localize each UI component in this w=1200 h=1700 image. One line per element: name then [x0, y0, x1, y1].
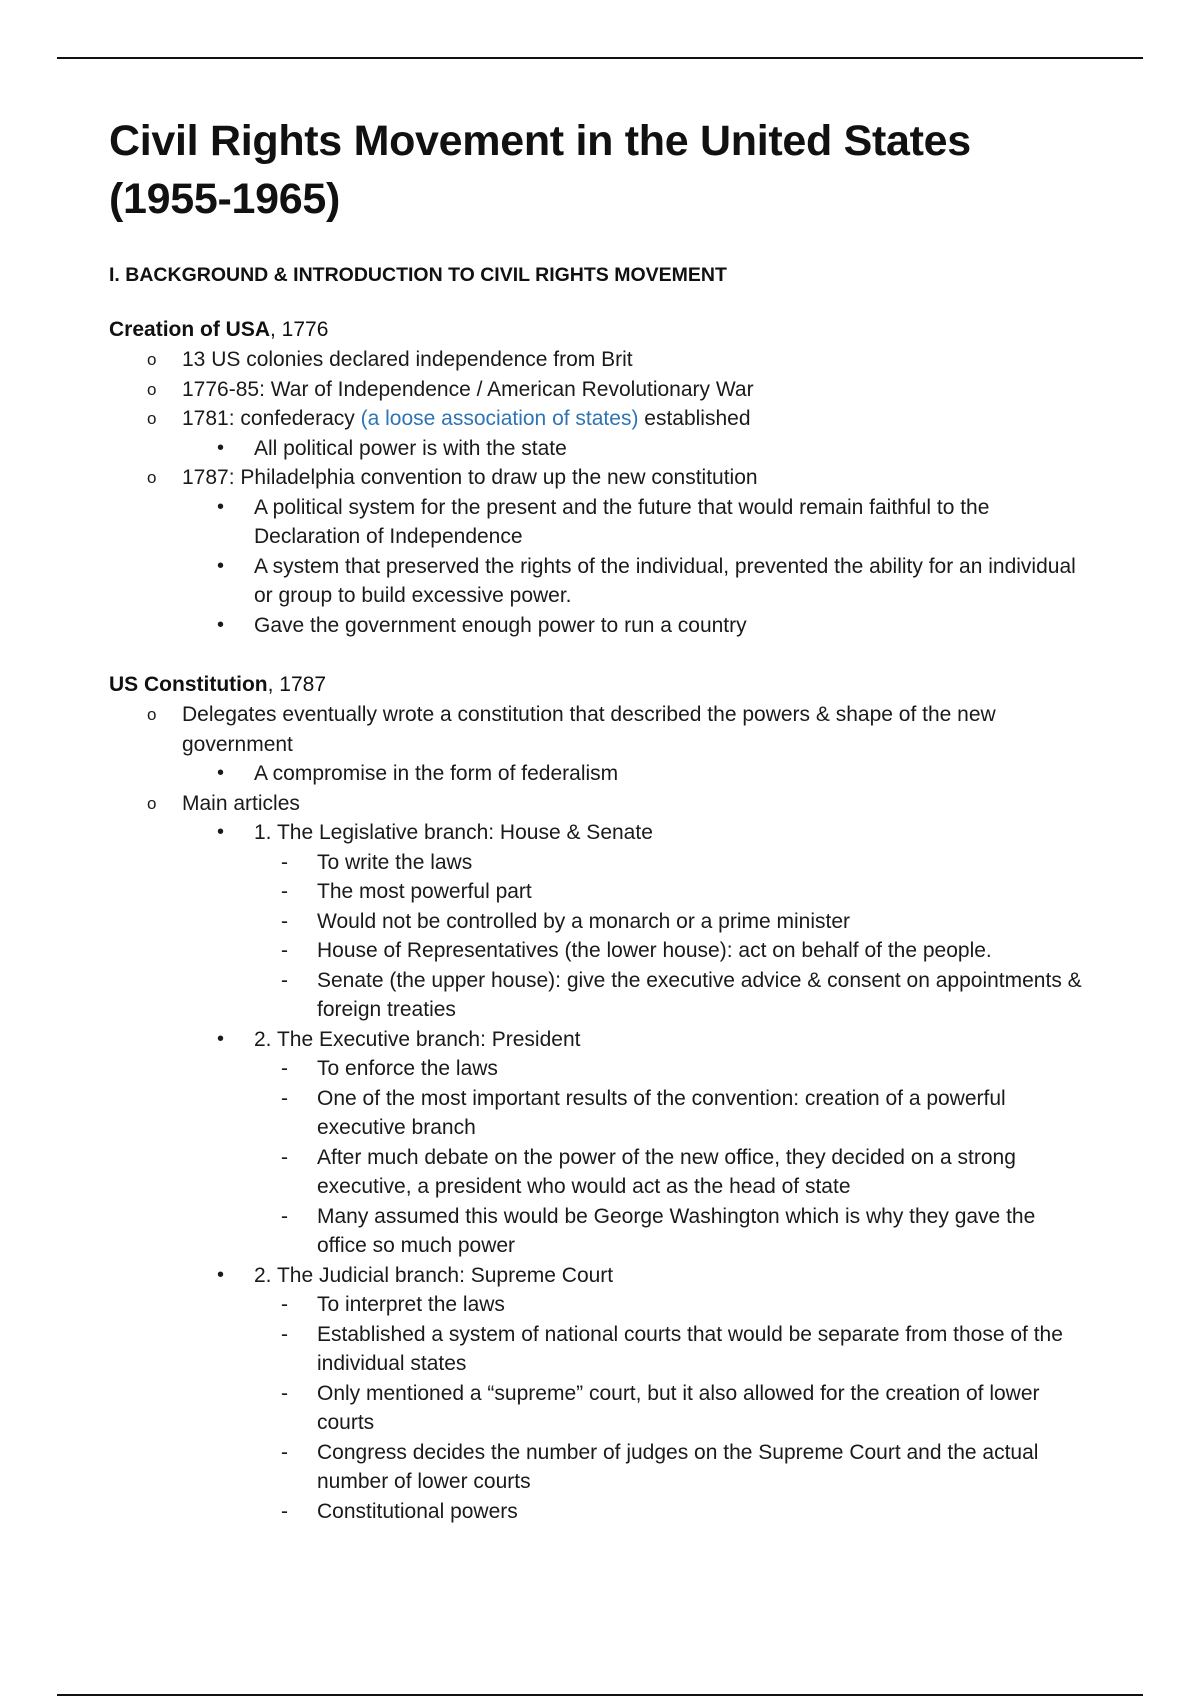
sub-list-item-text: A political system for the present and the future that would remain faithful to the Declaration of Independence: [254, 495, 990, 548]
dash-bullet-icon: -: [281, 1440, 288, 1464]
bullet-icon: •: [217, 495, 225, 518]
judicial-points: [254, 1290, 1089, 1526]
sub-list-item-text: All political power is with the state: [254, 436, 567, 460]
point-text: Would not be controlled by a monarch or a prime minister: [317, 909, 851, 933]
sub-list-item-text: A system that preserved the rights of the individual, prevented the ability for an individual or group to build excessive power.: [254, 554, 1076, 607]
point-text: Only mentioned a “supreme” court, but it also allowed for the creation of lower courts: [317, 1381, 1040, 1434]
sub-list-item: [182, 611, 1089, 641]
sub-list-item: [182, 493, 1089, 552]
creation-block: [109, 315, 1089, 640]
point-text: Senate (the upper house): give the executive advice & consent on appointments & foreign treaties: [317, 968, 1082, 1021]
dash-bullet-icon: -: [281, 880, 288, 903]
dash-bullet-icon: -: [281, 1204, 288, 1228]
list-item: [109, 789, 1089, 1527]
bullet-icon: •: [217, 1027, 225, 1050]
creation-heading: [109, 315, 1089, 345]
constitution-heading: [109, 670, 1089, 700]
list-item-text: 1781: confederacy: [182, 407, 361, 430]
article-executive: [182, 1025, 1089, 1261]
list-item: [109, 375, 1089, 405]
point-text: To write the laws: [317, 850, 473, 874]
list-item-text: 1787: Philadelphia convention to draw up the new constitution: [182, 466, 758, 489]
dash-bullet-icon: -: [281, 1057, 288, 1080]
circle-bullet-icon: o: [147, 409, 157, 428]
sub-list-item-text: A compromise in the form of federalism: [254, 762, 619, 785]
list-item-text: 1776-85: War of Independence / American Revolutionary War: [182, 377, 754, 401]
circle-bullet-icon: o: [147, 793, 157, 813]
point-text: After much debate on the power of the new office, they decided on a strong executive, a president who would act as the head of state: [317, 1145, 1016, 1198]
executive-points: [254, 1054, 1089, 1261]
point-text: Constitutional powers: [317, 1499, 518, 1523]
constitution-list: [109, 700, 1089, 1526]
dash-bullet-icon: -: [281, 909, 288, 933]
point-text: Established a system of national courts that would be separate from those of the individual states: [317, 1322, 1063, 1375]
bullet-icon: •: [217, 554, 225, 577]
creation-heading-date: , 1776: [270, 318, 329, 341]
point-text: The most powerful part: [317, 880, 532, 903]
confederacy-definition-link[interactable]: (a loose association of states): [360, 407, 639, 430]
point-item: [254, 907, 1089, 937]
circle-bullet-icon: o: [147, 350, 157, 369]
list-item-text: established: [638, 407, 751, 430]
list-item: [109, 700, 1089, 789]
article-title: 1. The Legislative branch: House & Senate: [254, 821, 653, 844]
dash-bullet-icon: -: [281, 1145, 288, 1169]
dash-bullet-icon: -: [281, 1381, 288, 1405]
list-item-text: Main articles: [182, 791, 300, 815]
creation-heading-bold: Creation of USA: [109, 318, 271, 341]
dash-bullet-icon: -: [281, 1322, 288, 1346]
point-item: [254, 936, 1089, 966]
point-item: [254, 1054, 1089, 1084]
point-item: [254, 1438, 1089, 1497]
dash-bullet-icon: -: [281, 1293, 288, 1316]
point-item: [254, 1290, 1089, 1320]
dash-bullet-icon: -: [281, 968, 288, 992]
bullet-icon: •: [217, 821, 225, 843]
constitution-heading-date: , 1787: [267, 673, 327, 696]
list-item: [109, 463, 1089, 640]
point-text: House of Representatives (the lower house): act on behalf of the people.: [317, 939, 992, 962]
bullet-icon: •: [217, 1263, 225, 1286]
constitution-heading-bold: US Constitution: [109, 673, 268, 696]
list-item: [109, 404, 1089, 463]
sub-list: [182, 434, 1089, 464]
point-text: Congress decides the number of judges on the Supreme Court and the actual number of lower courts: [317, 1440, 1039, 1493]
dash-bullet-icon: -: [281, 1499, 288, 1523]
point-item: [254, 1379, 1089, 1438]
point-text: One of the most important results of the convention: creation of a powerful executive branch: [317, 1086, 1006, 1139]
bullet-icon: •: [217, 613, 225, 636]
legislative-points: [254, 848, 1089, 1025]
page-title: Civil Rights Movement in the United States (1955-1965): [109, 117, 971, 223]
section-heading: I. BACKGROUND & INTRODUCTION TO CIVIL RIGHTS MOVEMENT: [109, 264, 727, 286]
list-item-text: 13 US colonies declared independence from Brit: [182, 348, 633, 371]
sub-list-item: [182, 759, 1089, 789]
sub-list-item: [182, 552, 1089, 611]
sub-list-item: [182, 434, 1089, 464]
sub-list: [182, 759, 1089, 789]
point-item: [254, 1143, 1089, 1202]
bullet-icon: •: [217, 762, 225, 784]
bullet-icon: •: [217, 436, 225, 459]
list-item: [109, 345, 1089, 375]
constitution-block: [109, 670, 1089, 1526]
point-item: [254, 1497, 1089, 1527]
point-item: [254, 1320, 1089, 1379]
point-text: Many assumed this would be George Washington which is why they gave the office so much power: [317, 1204, 1036, 1257]
dash-bullet-icon: -: [281, 1086, 288, 1110]
point-item: [254, 848, 1089, 878]
point-item: [254, 877, 1089, 907]
point-text: To enforce the laws: [317, 1057, 498, 1080]
document-page: [109, 112, 1089, 1526]
list-item-text: Delegates eventually wrote a constitution that described the powers & shape of the new government: [182, 703, 996, 756]
circle-bullet-icon: o: [147, 705, 157, 724]
circle-bullet-icon: o: [147, 468, 157, 487]
top-rule: [57, 57, 1143, 59]
dash-bullet-icon: -: [281, 939, 288, 962]
article-judicial: [182, 1261, 1089, 1527]
point-text: To interpret the laws: [317, 1293, 505, 1316]
point-item: [254, 966, 1089, 1025]
article-legislative: [182, 818, 1089, 1025]
sub-list: [182, 493, 1089, 641]
dash-bullet-icon: -: [281, 850, 288, 874]
article-title: 2. The Judicial branch: Supreme Court: [254, 1263, 614, 1287]
point-item: [254, 1202, 1089, 1261]
bottom-rule: [57, 1694, 1143, 1696]
circle-bullet-icon: o: [147, 379, 157, 399]
article-title: 2. The Executive branch: President: [254, 1027, 581, 1051]
creation-list: [109, 345, 1089, 640]
articles-list: [182, 818, 1089, 1526]
sub-list-item-text: Gave the government enough power to run a country: [254, 613, 747, 637]
point-item: [254, 1084, 1089, 1143]
